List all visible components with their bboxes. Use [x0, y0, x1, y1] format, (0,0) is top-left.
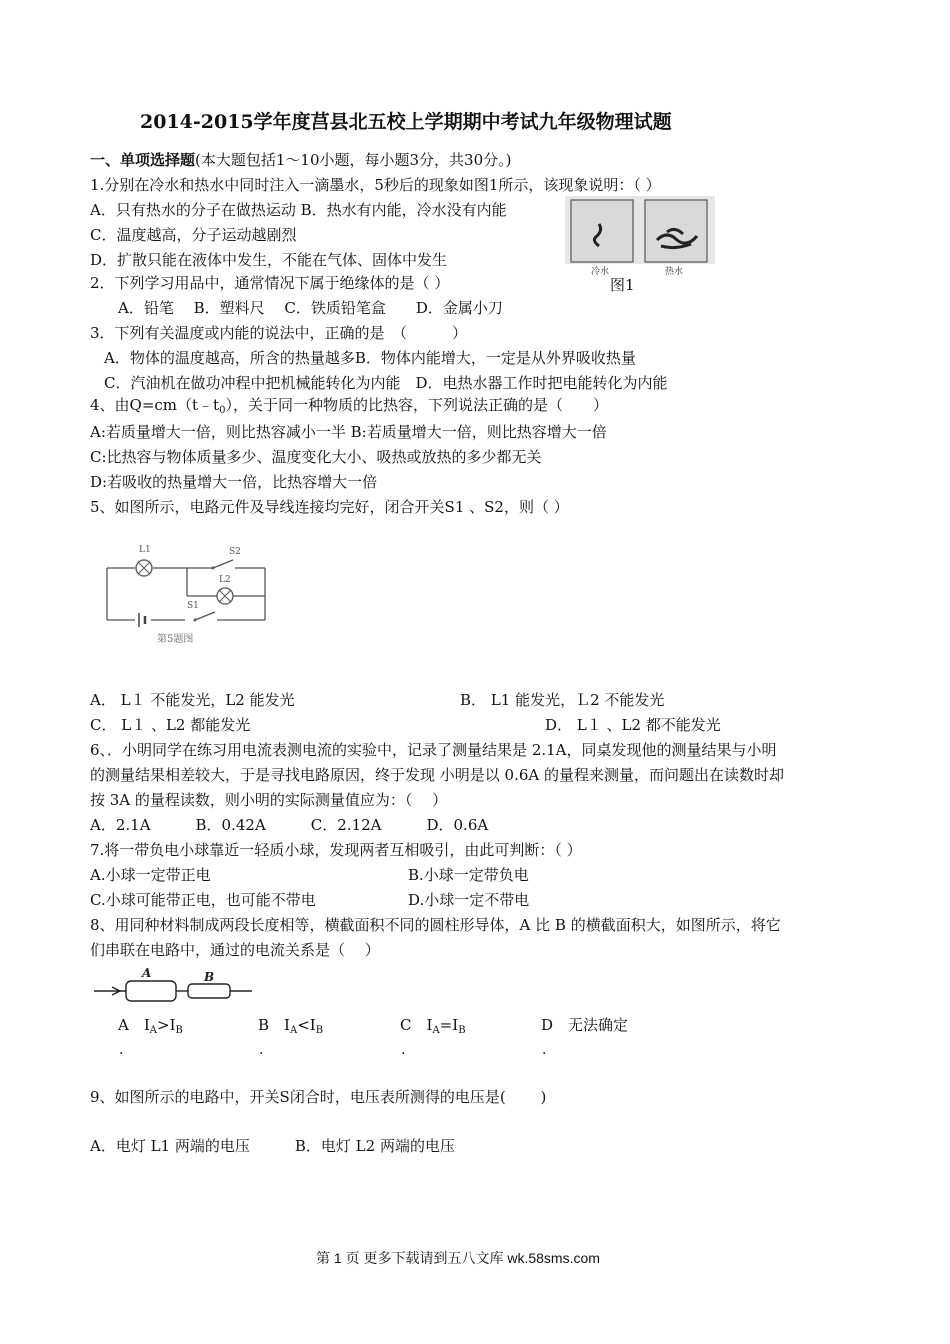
- label-l1: L1: [139, 545, 151, 555]
- q1-option-c: C．温度越高，分子运动越剧烈: [90, 226, 297, 244]
- q8-a-current-left: I: [143, 1016, 150, 1034]
- conductor-a: [126, 981, 176, 1001]
- q8-option-c-label: C: [400, 1016, 412, 1034]
- q4-stem-pre: 4、由Q=cm（t﹣t: [90, 396, 220, 414]
- page-title: 2014-2015学年度莒县北五校上学期期中考试九年级物理试题: [140, 111, 672, 133]
- q8-b-current-left: I: [284, 1016, 290, 1034]
- q8-c-sub-left: A: [432, 1025, 440, 1036]
- figure-1-beakers: [565, 196, 715, 276]
- q5-option-b: B． L1 能发光，Ｌ2 不能发光: [460, 691, 665, 709]
- q8-dot-b: .: [259, 1042, 264, 1058]
- q4-options-ab: A:若质量增大一倍，则比热容减小一半 B:若质量增大一倍，则比热容增大一倍: [90, 423, 607, 441]
- q5-circuit-figure: [95, 540, 275, 650]
- q5-option-a: A． L１ 不能发光，L2 能发光: [90, 691, 295, 709]
- q5-option-d: D． L１ 、L2 都不能发光: [545, 716, 721, 734]
- conductor-b: [188, 984, 230, 998]
- q8-conductors-figure: [90, 966, 255, 1006]
- q8-dot-c: .: [401, 1042, 406, 1058]
- q8-option-d: D 无法确定: [541, 1016, 629, 1034]
- q8-c-current-left: I: [426, 1016, 433, 1034]
- q7-option-a: A.小球一定带正电: [90, 866, 211, 884]
- label-s2: S2: [229, 547, 241, 557]
- q8-b-relation: <: [297, 1016, 310, 1034]
- q7-option-c: C.小球可能带正电，也可能不带电: [90, 891, 316, 909]
- q1-option-d: D．扩散只能在液体中发生，不能在气体、固体中发生: [90, 251, 448, 269]
- q6-line-1: 6、．小明同学在练习用电流表测电流的实验中，记录了测量结果是 2.1A，同桌发现他的测量结果与小明: [90, 741, 777, 759]
- q8-line-2: 们串联在电路中，通过的电流关系是（ ）: [90, 941, 380, 959]
- q3-stem: 3．下列有关温度或内能的说法中，正确的是 （ ）: [90, 324, 468, 342]
- q8-c-sub-right: B: [458, 1025, 466, 1036]
- q8-b-sub-left: A: [289, 1025, 298, 1036]
- q8-dot-a: .: [119, 1042, 124, 1058]
- figure-1-caption: 图1: [610, 276, 635, 294]
- section-heading-label: 一、单项选择题: [90, 151, 196, 169]
- q8-c-relation: =: [439, 1016, 453, 1034]
- label-cold: 冷水: [591, 267, 610, 276]
- page-footer: 第 1 页 更多下载请到五八文库 wk.58sms.com: [316, 1250, 600, 1266]
- label-l2: L2: [219, 575, 231, 585]
- q6-line-3: 按 3A 的量程读数，则小明的实际测量值应为：（ ）: [90, 791, 448, 809]
- switch-s1-pivot: [194, 619, 197, 622]
- q6-line-2: 的测量结果相差较大，于是寻找电路原因，终于发现 小明是以 0.6A 的量程来测量，而问题出在读数时却: [90, 766, 784, 784]
- q8-option-c: [400, 1015, 466, 1035]
- q8-option-a: [118, 1015, 183, 1035]
- q5-figure-caption: 第5题图: [157, 634, 194, 645]
- q8-option-b-label: B: [258, 1016, 270, 1034]
- q4-stem-subscript: 0: [219, 405, 226, 416]
- section-heading-note: (本大题包括1～10小题，每小题3分，共30分。): [195, 151, 512, 169]
- q7-option-b: B.小球一定带负电: [408, 866, 529, 884]
- section-heading: [90, 150, 511, 170]
- q8-dot-d: .: [542, 1042, 547, 1058]
- label-s1: S1: [187, 601, 199, 611]
- q7-stem: 7.将一带负电小球靠近一轻质小球，发现两者互相吸引，由此可判断：（ ）: [90, 841, 582, 859]
- switch-s2-pivot: [212, 567, 215, 570]
- q7-option-d: D.小球一定不带电: [408, 891, 530, 909]
- q1-stem: 1.分别在冷水和热水中同时注入一滴墨水，5秒后的现象如图1所示，该现象说明：（ ）: [90, 176, 661, 194]
- q5-stem: 5、如图所示，电路元件及导线连接均完好，闭合开关S1 、S2，则（ ）: [90, 498, 569, 516]
- q9-stem: 9、如图所示的电路中，开关S闭合时，电压表所测得的电压是( ): [90, 1088, 547, 1106]
- q4-option-d: D:若吸收的热量增大一倍，比热容增大一倍: [90, 473, 378, 491]
- q8-a-sub-right: B: [175, 1025, 183, 1036]
- q4-option-c: C:比热容与物体质量多少、温度变化大小、吸热或放热的多少都无关: [90, 448, 542, 466]
- q4-stem-post: ），关于同一种物质的比热容，下列说法正确的是（ ）: [225, 396, 608, 414]
- q1-option-ab: A．只有热水的分子在做热运动 B．热水有内能，冷水没有内能: [90, 201, 507, 219]
- q3-options-ab: A．物体的温度越高，所含的热量越多B．物体内能增大，一定是从外界吸收热量: [104, 349, 636, 367]
- q6-options: A．2.1A B．0.42A C．2.12A D．0.6A: [90, 816, 489, 834]
- q9-options: A．电灯 L1 两端的电压 B．电灯 L2 两端的电压: [90, 1137, 455, 1155]
- q8-line-1: 8、用同种材料制成两段长度相等，横截面积不同的圆柱形导体，A 比 B 的横截面积大，如图所示，将它: [90, 916, 781, 934]
- q3-options-cd: C．汽油机在做功冲程中把机械能转化为内能 D．电热水器工作时把电能转化为内能: [104, 374, 668, 392]
- label-b: B: [204, 970, 215, 984]
- q8-option-a-label: A: [118, 1016, 129, 1034]
- q2-options: A．铅笔 B．塑料尺 C．铁质铅笔盒 D．金属小刀: [118, 299, 503, 317]
- label-hot: 热水: [665, 267, 684, 276]
- q8-c-current-right: I: [452, 1016, 459, 1034]
- q2-stem: 2．下列学习用品中，通常情况下属于绝缘体的是（ ）: [90, 274, 450, 292]
- q8-a-relation: >: [157, 1016, 170, 1034]
- q8-b-sub-right: B: [315, 1025, 324, 1036]
- q4-stem: [90, 395, 608, 415]
- q5-option-c: C． L１ 、L2 都能发光: [90, 716, 251, 734]
- q8-option-b: [258, 1015, 323, 1035]
- q8-b-current-right: I: [309, 1016, 316, 1034]
- cold-water-beaker: [571, 200, 633, 262]
- label-a: A: [142, 966, 152, 980]
- q8-a-sub-left: A: [149, 1025, 158, 1036]
- q8-a-current-right: I: [169, 1016, 176, 1034]
